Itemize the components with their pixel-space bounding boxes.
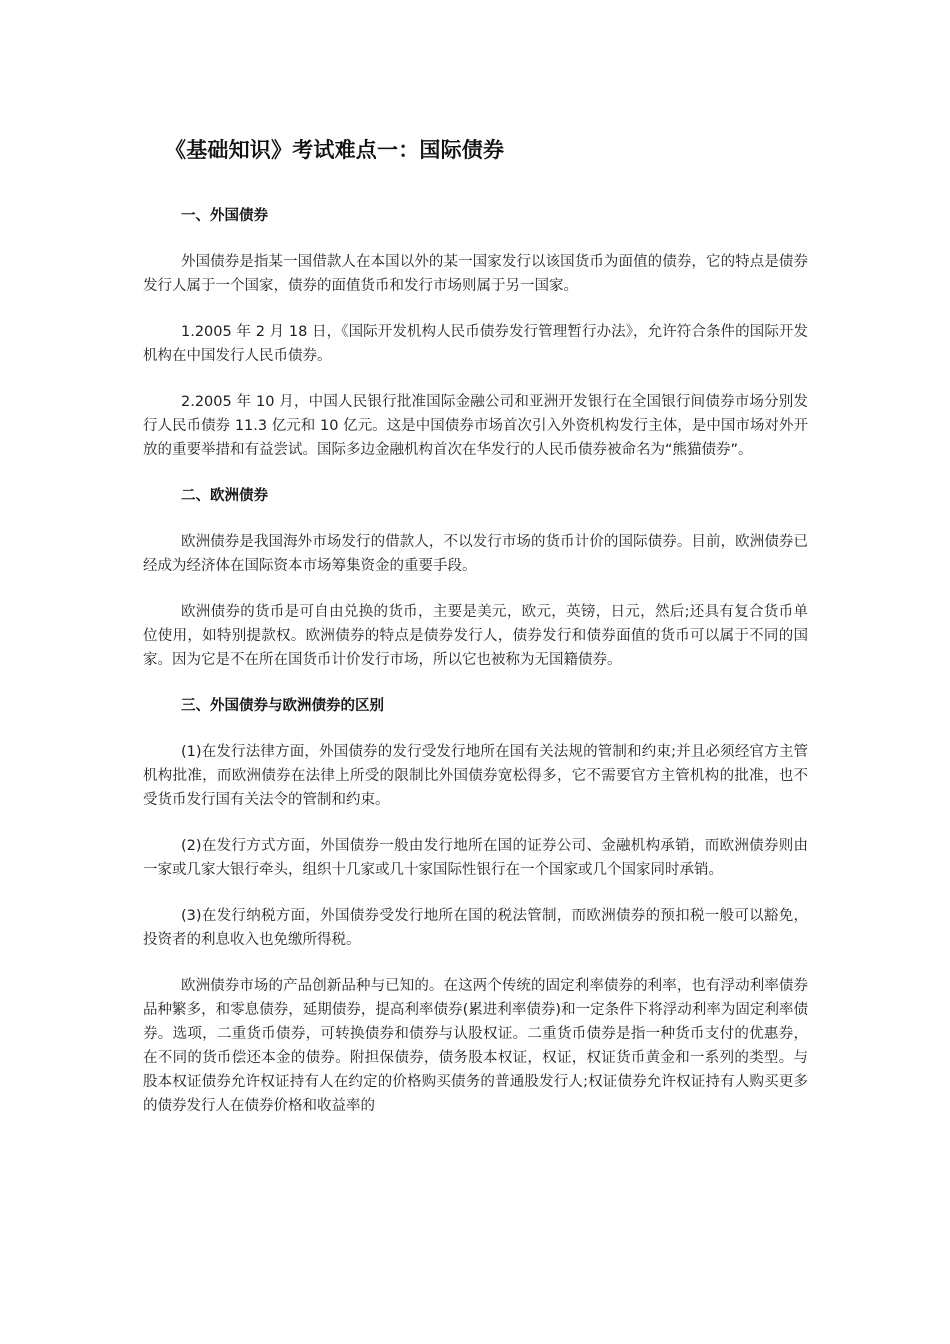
paragraph: 欧洲债券市场的产品创新品种与已知的。在这两个传统的固定利率债券的利率，也有浮动利率债券品种繁多，和零息债券，延期债券，提高利率债券(累进利率债券)和一定条件下将浮动利率为固定利率债券。选项，二重货币债券，可转换债券和债券与认股权证。二重货币债券是指一种货币支付的优惠券，在不同的货币偿还本金的债券。附担保债券，债务股本权证，权证，权证货币黄金和一系列的类型。与股本权证债券允许权证持有人在约定的价格购买债务的普通股发行人;权证债券允许权证持有人购买更多的债券发行人在债券价格和收益率的 [143,978,808,1114]
paragraph: 欧洲债券的货币是可自由兑换的货币，主要是美元，欧元，英镑，日元，然后;还具有复合货币单位使用，如特别提款权。欧洲债券的特点是债券发行人，债券发行和债券面值的货币可以属于不同的国家。因为它是不在所在国货币计价发行市场，所以它也被称为无国籍债券。 [143,604,808,668]
paragraph: 1.2005 年 2 月 18 日，《国际开发机构人民币债券发行管理暂行办法》，允许符合条件的国际开发机构在中国发行人民币债券。 [143,324,808,364]
paragraph: 2.2005 年 10 月，中国人民银行批准国际金融公司和亚洲开发银行在全国银行间债券市场分别发行人民币债券 11.3 亿元和 10 亿元。这是中国债券市场首次引入外资机构发行主体，是中国市场对外开放的重要举措和有益尝试。国际多边金融机构首次在华发行的人民币债券被命名为“熊猫债券”。 [143,394,808,458]
paragraph: 外国债券是指某一国借款人在本国以外的某一国家发行以该国货币为面值的债券，它的特点是债券发行人属于一个国家，债券的面值货币和发行市场则属于另一国家。 [143,254,808,294]
paragraph: (1)在发行法律方面，外国债券的发行受发行地所在国有关法规的管制和约束;并且必须经官方主管机构批准，而欧洲债券在法律上所受的限制比外国债券宽松得多，它不需要官方主管机构的批准，也不受货币发行国有关法令的管制和约束。 [143,744,808,808]
paragraph: 欧洲债券是我国海外市场发行的借款人，不以发行市场的货币计价的国际债券。目前，欧洲债券已经成为经济体在国际资本市场筹集资金的重要手段。 [143,534,808,574]
paragraph: (2)在发行方式方面，外国债券一般由发行地所在国的证券公司、金融机构承销，而欧洲债券则由一家或几家大银行牵头，组织十几家或几十家国际性银行在一个国家或几个国家同时承销。 [143,838,808,878]
section-heading: 三、外国债券与欧洲债券的区别 [181,698,384,714]
document-body [143,134,808,1118]
section-heading: 二、欧洲债券 [181,488,268,504]
section-heading: 一、外国债券 [181,208,268,224]
document-title: 《基础知识》考试难点一：国际债券 [165,138,505,162]
paragraph: (3)在发行纳税方面，外国债券受发行地所在国的税法管制，而欧洲债券的预扣税一般可以豁免，投资者的利息收入也免缴所得税。 [143,908,808,948]
